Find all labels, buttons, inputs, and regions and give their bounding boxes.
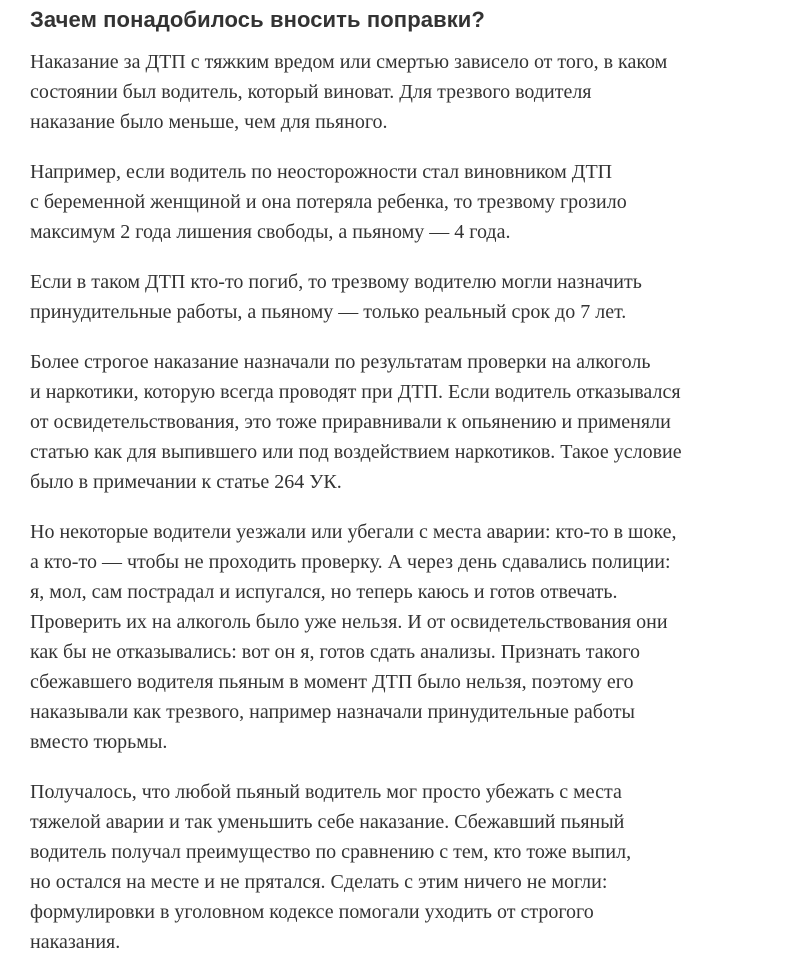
- text-line: статью как для выпившего или под воздействием наркотиков. Такое условие: [30, 441, 682, 463]
- text-line: было в примечании к статье 264 УК.: [30, 471, 342, 493]
- text-line: наказание было меньше, чем для пьяного.: [30, 111, 388, 133]
- text-line: максимум 2 года лишения свободы, а пьяному — 4 года.: [30, 221, 511, 243]
- text-line: вместо тюрьмы.: [30, 731, 168, 753]
- text-line: сбежавшего водителя пьяным в момент ДТП было нельзя, поэтому его: [30, 671, 634, 693]
- text-line: но остался на месте и не прятался. Сделать с этим ничего не могли:: [30, 871, 608, 893]
- text-line: принудительные работы, а пьяному — только реальный срок до 7 лет.: [30, 301, 627, 323]
- text-line: и наркотики, которую всегда проводят при ДТП. Если водитель отказывался: [30, 381, 681, 403]
- text-line: Получалось, что любой пьяный водитель мог просто убежать с места: [30, 781, 622, 803]
- paragraph-5: [30, 517, 781, 757]
- text-line: Но некоторые водители уезжали или убегали с места аварии: кто-то в шоке,: [30, 521, 677, 543]
- text-line: тяжелой аварии и так уменьшить себе наказание. Сбежавший пьяный: [30, 811, 625, 833]
- text-line: состоянии был водитель, который виноват. Для трезвого водителя: [30, 81, 592, 103]
- paragraph-1: [30, 47, 781, 137]
- text-line: наказывали как трезвого, например назначали принудительные работы: [30, 701, 635, 723]
- text-line: с беременной женщиной и она потеряла ребенка, то трезвому грозило: [30, 191, 627, 213]
- text-line: Проверить их на алкоголь было уже нельзя. И от освидетельствования они: [30, 611, 668, 633]
- text-line: наказания.: [30, 931, 121, 953]
- paragraph-2: [30, 157, 781, 247]
- text-line: как бы не отказывались: вот он я, готов сдать анализы. Признать такого: [30, 641, 640, 663]
- text-line: а кто-то — чтобы не проходить проверку. А через день сдавались полиции:: [30, 551, 671, 573]
- text-line: Более строгое наказание назначали по результатам проверки на алкоголь: [30, 351, 651, 373]
- text-line: формулировки в уголовном кодексе помогали уходить от строгого: [30, 901, 594, 923]
- paragraph-4: [30, 347, 781, 497]
- paragraph-3: [30, 267, 781, 327]
- text-line: Наказание за ДТП с тяжким вредом или смертью зависело от того, в каком: [30, 51, 668, 73]
- text-line: от освидетельствования, это тоже приравнивали к опьянению и применяли: [30, 411, 671, 433]
- paragraph-6: [30, 777, 781, 957]
- text-line: водитель получал преимущество по сравнению с тем, кто тоже выпил,: [30, 841, 632, 863]
- text-line: Например, если водитель по неосторожности стал виновником ДТП: [30, 161, 613, 183]
- text-line: я, мол, сам пострадал и испугался, но теперь каюсь и готов отвечать.: [30, 581, 618, 603]
- section-heading: Зачем понадобилось вносить поправки?: [30, 7, 485, 32]
- text-line: Если в таком ДТП кто-то погиб, то трезвому водителю могли назначить: [30, 271, 642, 293]
